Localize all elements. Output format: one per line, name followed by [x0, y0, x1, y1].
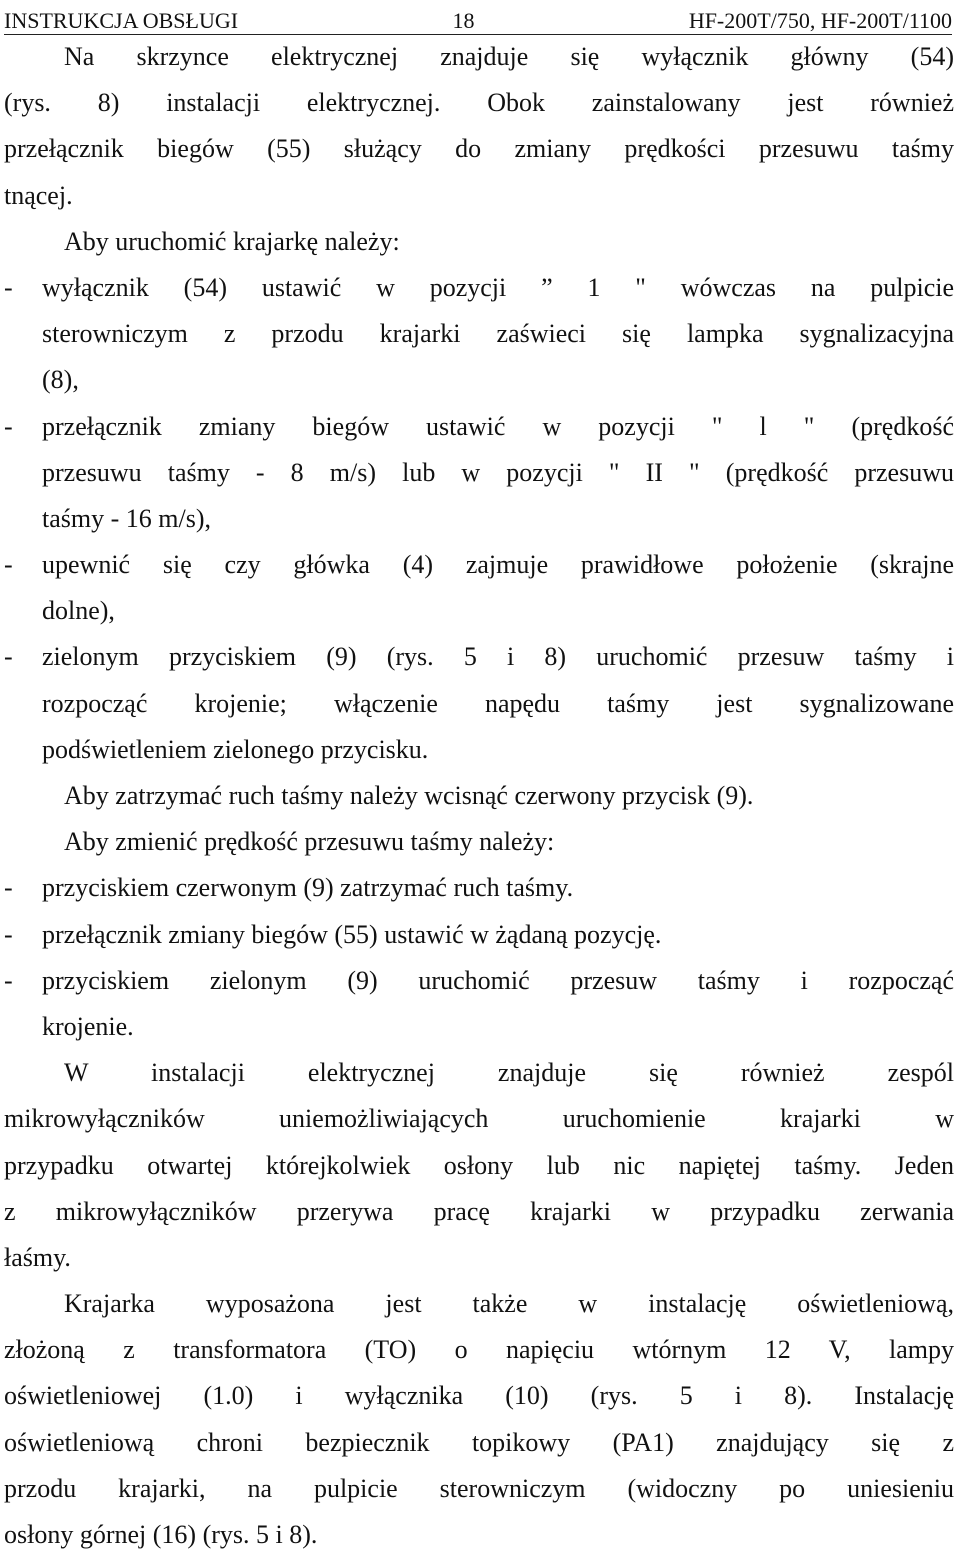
- list-item: [4, 912, 954, 958]
- page-header: [4, 0, 952, 35]
- text-line: przypadku otwartej którejkolwiek osłony lub nic napiętej taśmy. Jeden: [4, 1150, 954, 1180]
- list-item: [4, 958, 954, 1004]
- list-dash: -: [4, 272, 13, 302]
- text-line: osłony górnej (16) (rys. 5 i 8).: [4, 1520, 318, 1549]
- text-line: (8),: [42, 365, 79, 395]
- text-line: sterowniczym z przodu krajarki zaświeci się lampka sygnalizacyjna: [42, 319, 954, 349]
- text-line: przełącznik zmiany biegów ustawić w pozycji " l " (prędkość: [42, 411, 954, 441]
- text-line: mikrowyłączników uniemożliwiających uruchomienie krajarki w: [4, 1104, 954, 1134]
- text-line: taśmy - 16 m/s),: [42, 503, 211, 533]
- text-line: krojenie.: [42, 1011, 134, 1041]
- model-numbers: HF-200T/750, HF-200T/1100: [688, 8, 952, 33]
- list-dash: -: [4, 642, 13, 672]
- page-number: 18: [452, 8, 475, 33]
- text-line: łaśmy.: [4, 1242, 71, 1272]
- list-item: [4, 265, 954, 311]
- text-line: zielonym przyciskiem (9) (rys. 5 i 8) uruchomić przesuw taśmy i: [42, 642, 954, 672]
- text-line: przełącznik biegów (55) służący do zmiany prędkości przesuwu taśmy: [4, 134, 954, 164]
- list-dash: -: [4, 873, 13, 903]
- text-line: rozpocząć krojenie; włączenie napędu taśmy jest sygnalizowane: [42, 688, 954, 718]
- text-line: złożoną z transformatora (TO) o napięciu wtórnym 12 V, lampy: [4, 1335, 954, 1365]
- list-item: [4, 542, 954, 588]
- text-line: Aby zatrzymać ruch taśmy należy wcisnąć czerwony przycisk (9).: [64, 781, 754, 810]
- text-line: przełącznik zmiany biegów (55) ustawić w żądaną pozycję.: [42, 919, 662, 949]
- text-line: Aby zmienić prędkość przesuwu taśmy należy:: [64, 827, 555, 857]
- list-dash: -: [4, 965, 13, 995]
- list-item: [4, 634, 954, 680]
- text-line: przesuwu taśmy - 8 m/s) lub w pozycji " II " (prędkość przesuwu: [42, 457, 954, 487]
- text-line: z mikrowyłączników przerywa pracę krajarki w przypadku zerwania: [4, 1196, 954, 1226]
- list-item: [4, 404, 954, 450]
- text-line: oświetleniowej (1.0) i wyłącznika (10) (rys. 5 i 8). Instalację: [4, 1381, 954, 1411]
- text-line: W instalacji elektrycznej znajduje się również zespól: [64, 1058, 954, 1088]
- text-line: przyciskiem zielonym (9) uruchomić przesuw taśmy i rozpocząć: [42, 965, 954, 995]
- text-line: przodu krajarki, na pulpicie sterowniczym (widoczny po uniesieniu: [4, 1473, 954, 1503]
- document-title: INSTRUKCJA OBSŁUGI: [4, 8, 239, 33]
- text-line: oświetleniową chroni bezpiecznik topikowy (PA1) znajdujący się z: [4, 1427, 954, 1457]
- text-line: Krajarka wyposażona jest także w instalację oświetleniową,: [64, 1289, 954, 1319]
- text-line: Na skrzynce elektrycznej znajduje się wyłącznik główny (54): [64, 42, 954, 71]
- document-body: [4, 34, 954, 1558]
- text-line: podświetleniem zielonego przycisku.: [42, 734, 429, 764]
- list-dash: -: [4, 550, 13, 580]
- list-item: [4, 865, 954, 911]
- text-line: upewnić się czy główka (4) zajmuje prawidłowe położenie (skrajne: [42, 550, 954, 580]
- text-line: tnącej.: [4, 180, 73, 210]
- text-line: (rys. 8) instalacji elektrycznej. Obok zainstalowany jest również: [4, 88, 954, 118]
- text-line: dolne),: [42, 596, 115, 626]
- list-dash: -: [4, 411, 13, 441]
- text-line: przyciskiem czerwonym (9) zatrzymać ruch taśmy.: [42, 873, 574, 903]
- text-line: wyłącznik (54) ustawić w pozycji ” 1 " wówczas na pulpicie: [42, 272, 954, 302]
- list-dash: -: [4, 919, 13, 949]
- text-line: Aby uruchomić krajarkę należy:: [64, 226, 400, 256]
